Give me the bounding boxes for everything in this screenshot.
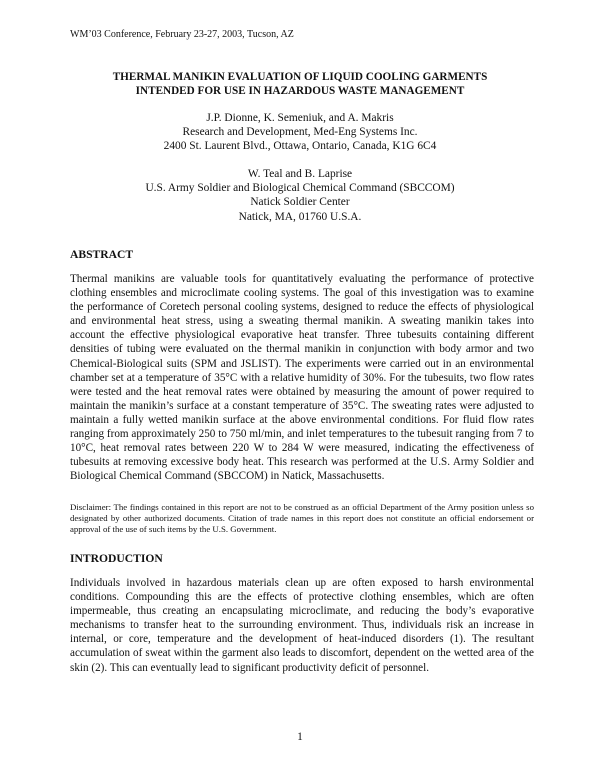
running-header: WM’03 Conference, February 23-27, 2003, Tucson, AZ xyxy=(70,29,294,40)
disclaimer-note: Disclaimer: The findings contained in this report are not to be construed as an official Department of the Army position unless so designated by other authorized documents. Citation of trade names in this report does not constitute an official endorsement or approval of the use of such items by the U.S. Government. xyxy=(70,502,534,535)
author-block-1 xyxy=(0,111,600,154)
author-block-2 xyxy=(0,167,600,224)
author-center-2: Natick Soldier Center xyxy=(250,196,350,209)
abstract-heading: ABSTRACT xyxy=(70,248,134,261)
introduction-paragraph: Individuals involved in hazardous materials clean up are often exposed to harsh environmental conditions. Compounding this are the effects of protective clothing ensembles, which are often impermeable, thus creating an encapsulating microclimate, and reducing the body’s evaporative mechanisms to transfer heat to the surrounding environment. Thus, individuals risk an increase in internal, or core, temperature and the development of heat-induced disorders (1). The resultant accumulation of sweat within the garment also leads to discomfort, dependent on the wetted area of the skin (2). This can eventually lead to significant productivity deficit of personnel. xyxy=(70,577,534,674)
author-affiliation-1: Research and Development, Med-Eng Systems Inc. xyxy=(182,126,418,139)
abstract-paragraph: Thermal manikins are valuable tools for quantitatively evaluating the performance of protective clothing ensembles and microclimate cooling systems. The goal of this investigation was to examine the performance of Coretech personal cooling systems, designed to reduce the effects of physiological and environmental heat stress, using a sweating thermal manikin. A sweating manikin takes into account the effective physiological evaporative heat transfer. Three tubesuits containing different densities of tubing were evaluated on the thermal manikin in conjunction with body armor and two Chemical-Biological suits (SPM and JSLIST). The experiments were carried out in an environmental chamber set at a temperature of 35°C with a relative humidity of 30%. For the tubesuits, two flow rates were tested and the heat removal rates were obtained by measuring the amount of power required to maintain the manikin’s surface at a constant temperature of 35°C. The sweating rates were adjusted to maintain a fully wetted manikin surface at the above environmental conditions. For fluid flow rates ranging from approximately 250 to 750 ml/min, and inlet temperatures to the tubesuit ranging from 7 to 10°C, heat removal rates between 220 W to 284 W were measured, indicating the effectiveness of tubesuits at removing excessive body heat. This research was performed at the U.S. Army Soldier and Biological Chemical Command (SBCCOM) in Natick, Massachusetts. xyxy=(70,273,534,483)
author-affiliation-2: U.S. Army Soldier and Biological Chemical Command (SBCCOM) xyxy=(145,182,455,195)
author-address-1: 2400 St. Laurent Blvd., Ottawa, Ontario, Canada, K1G 6C4 xyxy=(163,140,437,153)
author-names-1: J.P. Dionne, K. Semeniuk, and A. Makris xyxy=(206,112,394,124)
title-line-2: INTENDED FOR USE IN HAZARDOUS WASTE MANAGEMENT xyxy=(135,85,465,97)
author-names-2: W. Teal and B. Laprise xyxy=(247,168,353,180)
introduction-heading: INTRODUCTION xyxy=(70,552,163,565)
author-address-2: Natick, MA, 01760 U.S.A. xyxy=(238,210,362,223)
title-line-1: THERMAL MANIKIN EVALUATION OF LIQUID COOLING GARMENTS xyxy=(112,71,488,83)
page-number: 1 xyxy=(297,731,303,743)
paper-title xyxy=(0,70,600,98)
